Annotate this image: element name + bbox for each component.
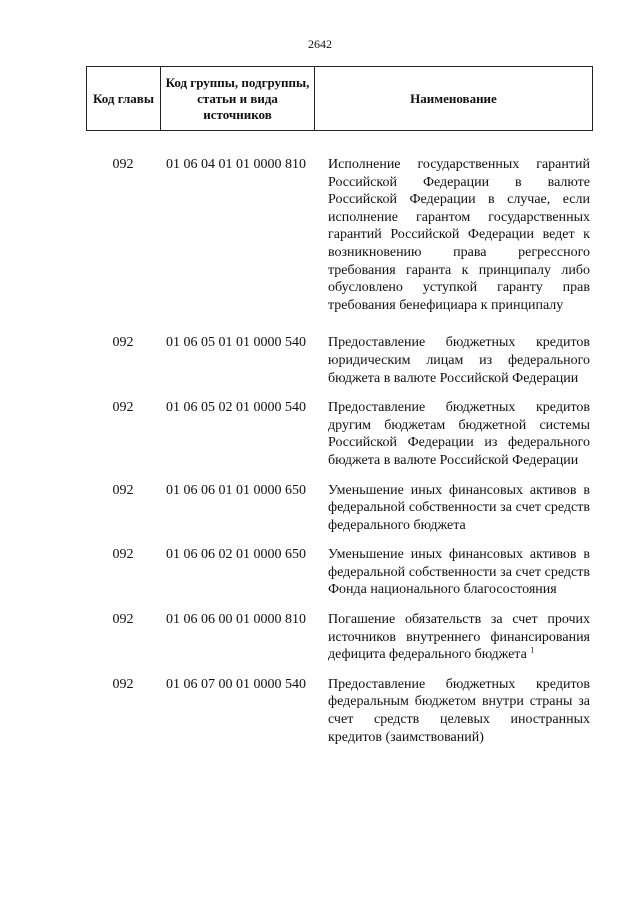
chapter-code-cell: 092 xyxy=(112,482,134,498)
table-row xyxy=(86,156,592,314)
chapter-code-cell: 092 xyxy=(112,676,134,692)
name-cell xyxy=(328,611,590,664)
chapter-code-cell: 092 xyxy=(112,157,134,172)
table-body xyxy=(86,156,592,746)
name-cell: Уменьшение иных финансовых активов в федеральной собственности за счет средств федерального бюджета xyxy=(328,482,590,533)
footnote-mark: 1 xyxy=(530,645,535,655)
name-cell: Предоставление бюджетных кредитов федеральным бюджетом внутри страны за счет средств целевых иностранных кредитов (заимствований) xyxy=(328,676,590,745)
source-code-cell: 01 06 05 02 01 0000 540 xyxy=(166,400,306,416)
chapter-code-cell: 092 xyxy=(112,400,134,416)
table-row xyxy=(86,334,592,387)
chapter-code-cell: 092 xyxy=(112,612,134,628)
table-row xyxy=(86,482,592,535)
source-code-cell: 01 06 07 00 01 0000 540 xyxy=(166,676,306,692)
name-cell: Уменьшение иных финансовых активов в федеральной собственности за счет средств Фонда национального благосостояния xyxy=(328,547,590,598)
table-row xyxy=(86,399,592,469)
source-code-cell: 01 06 06 02 01 0000 650 xyxy=(166,547,306,563)
chapter-code-cell: 092 xyxy=(112,335,134,351)
name-cell: Предоставление бюджетных кредитов юридическим лицам из федерального бюджета в валюте Российской Федерации xyxy=(328,335,590,386)
source-code-cell: 01 06 05 01 01 0000 540 xyxy=(166,335,306,351)
source-code-cell: 01 06 06 01 01 0000 650 xyxy=(166,482,306,498)
source-code-cell: 01 06 04 01 01 0000 810 xyxy=(166,157,306,172)
name-cell: Предоставление бюджетных кредитов другим бюджетам бюджетной системы Российской Федерации из федерального бюджета в валюте Российской Федерации xyxy=(328,400,590,468)
table-row xyxy=(86,611,592,664)
table-header xyxy=(86,66,593,131)
header-chapter-code: Код главы xyxy=(87,67,161,131)
page-number: 2642 xyxy=(308,37,332,51)
source-code-cell: 01 06 06 00 01 0000 810 xyxy=(166,612,306,628)
header-name: Наименование xyxy=(315,67,593,131)
header-group-code: Код группы, подгруппы, статьи и вида источников xyxy=(161,67,315,131)
table-row xyxy=(86,676,592,746)
name-cell: Исполнение государственных гарантий Российской Федерации в валюте Российской Федерации в случае, если исполнение гарантом государственных гарантий Российской Федерации ведет к возникновению права регрессного требования гаранта к принципалу либо обусловлено уступкой гаранту прав требования бенефициара к принципалу xyxy=(328,157,590,313)
name-text: Погашение обязательств за счет прочих источников внутреннего финансирования дефицита федерального бюджета xyxy=(328,612,590,663)
chapter-code-cell: 092 xyxy=(112,547,134,563)
table-row xyxy=(86,546,592,599)
